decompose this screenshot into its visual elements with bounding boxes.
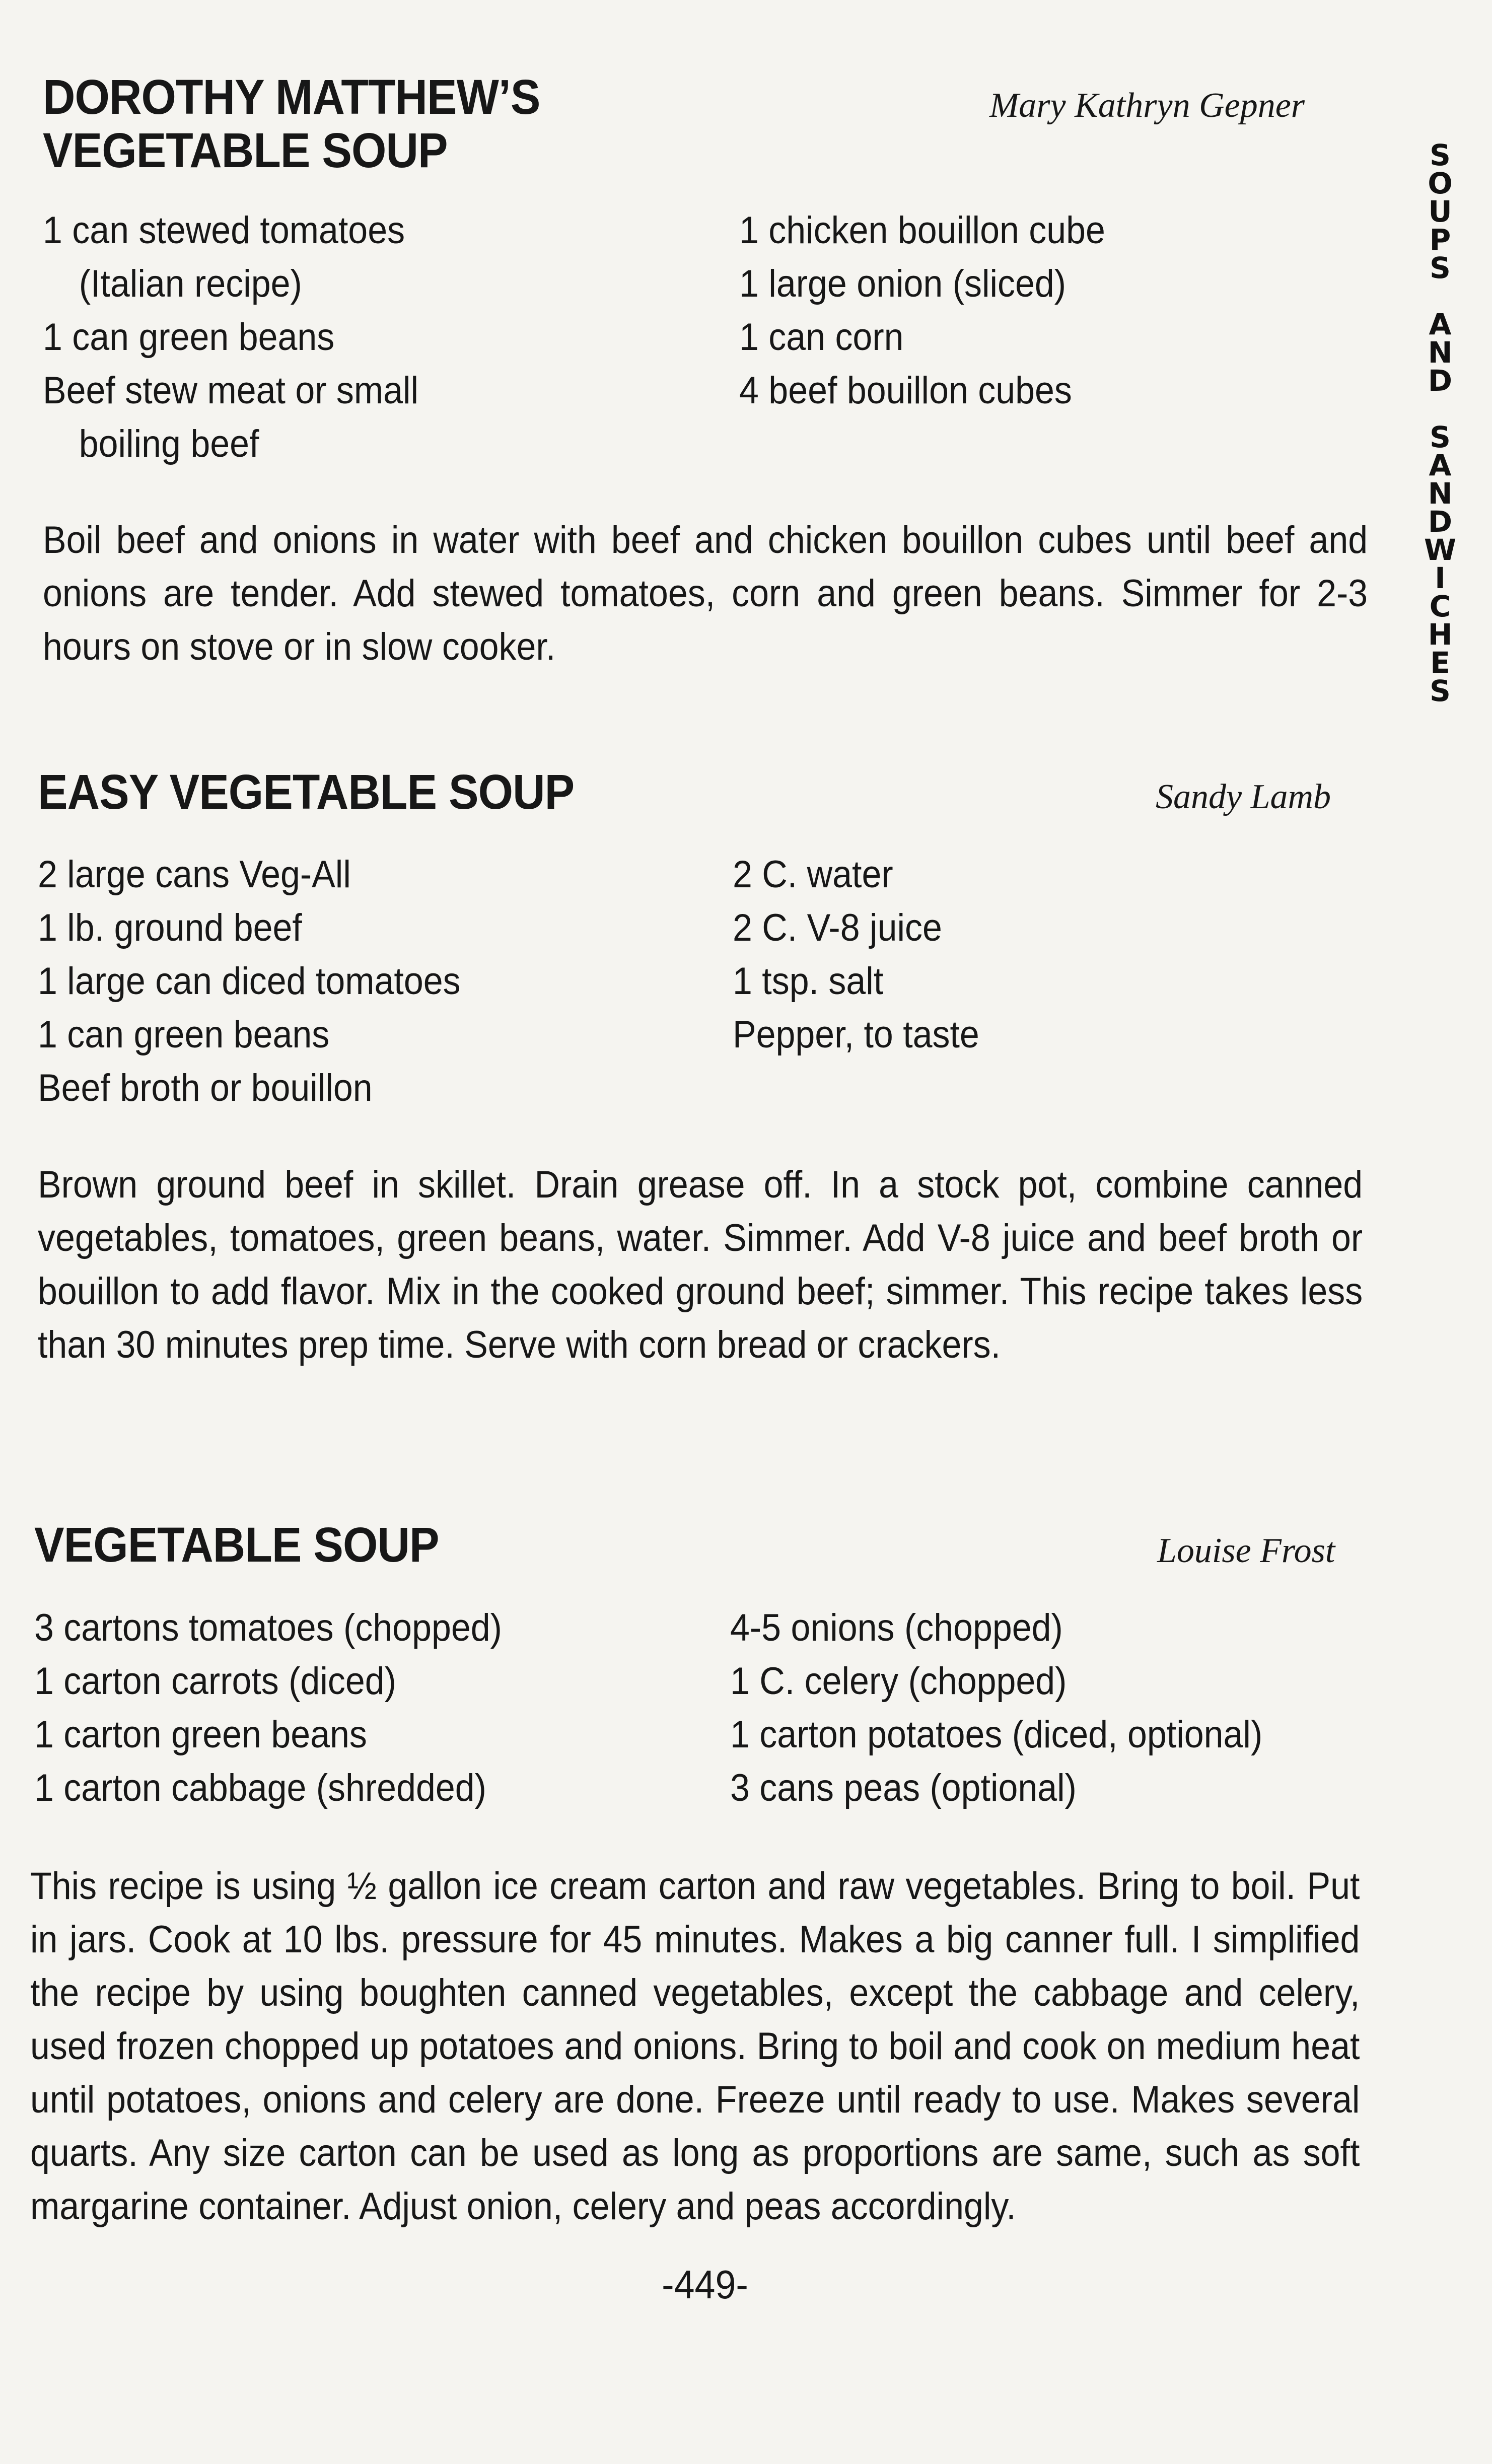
ingredient-item: 1 C. celery (chopped) (730, 1660, 1067, 1703)
side-tab-letter: D (1428, 505, 1453, 539)
ingredient-item: 1 carton green beans (34, 1713, 367, 1756)
side-tab-letter: I (1435, 561, 1446, 595)
side-tab-letter: N (1428, 476, 1453, 511)
recipe-title: EASY VEGETABLE SOUP (38, 764, 575, 819)
ingredients-right (733, 848, 979, 1062)
recipe-title-line-1: DOROTHY MATTHEW’S (43, 69, 540, 124)
ingredient-item: Pepper, to taste (733, 1013, 979, 1056)
side-tab-letter: O (1428, 166, 1453, 200)
ingredient-item: 1 lb. ground beef (38, 906, 302, 949)
ingredient-item: 1 carton cabbage (shredded) (34, 1767, 486, 1809)
side-tab-letter: E (1430, 646, 1450, 680)
side-tab-letter: S (1430, 138, 1451, 172)
ingredients-left (38, 848, 461, 1115)
side-tab-letter: P (1429, 223, 1451, 257)
side-tab-letter: C (1429, 589, 1451, 623)
ingredient-item: 2 large cans Veg-All (38, 853, 351, 896)
side-tab-letter: S (1430, 251, 1451, 285)
recipe-title-line-2: VEGETABLE SOUP (43, 123, 448, 178)
side-tab-letter: W (1424, 533, 1456, 567)
ingredients-right (739, 204, 1105, 417)
ingredient-item: 1 can stewed tomatoes (43, 209, 405, 252)
side-tab-space (1410, 395, 1470, 423)
recipe-author: Sandy Lamb (1156, 778, 1331, 816)
side-tab-letter: A (1429, 307, 1452, 341)
ingredients-right (730, 1601, 1262, 1815)
ingredient-item: 1 can corn (739, 316, 904, 359)
recipe-instructions: Boil beef and onions in water with beef and chicken bouillon cubes until beef and onions are tender. Add stewed tomatoes, corn and green beans. Simmer for 2-3 hours on stove or in slow cooker. (43, 519, 1368, 668)
ingredient-item: Beef stew meat or small (43, 369, 419, 412)
ingredient-item: 2 C. V-8 juice (733, 906, 942, 949)
ingredient-item: Beef broth or bouillon (38, 1067, 373, 1109)
recipe-instructions: Brown ground beef in skillet. Drain grease off. In a stock pot, combine canned vegetables, tomatoes, green beans, water. Simmer. Add V-8 juice and beef broth or bouillon to add flavor. Mix in the cooked ground beef; simmer. This recipe takes less than 30 minutes prep time. Serve with corn bread or crackers. (38, 1163, 1363, 1366)
side-tab-letter: A (1429, 448, 1452, 482)
recipe-title (43, 71, 540, 177)
ingredient-item: 1 chicken bouillon cube (739, 209, 1105, 252)
ingredient-item: 1 can green beans (38, 1013, 330, 1056)
ingredient-item: 3 cartons tomatoes (chopped) (34, 1606, 502, 1649)
ingredient-item: 3 cans peas (optional) (730, 1767, 1077, 1809)
recipe-instructions: This recipe is using ½ gallon ice cream carton and raw vegetables. Bring to boil. Put in jars. Cook at 10 lbs. pressure for 45 minutes. Makes a big canner full. I simplified the recipe by using boughten canned vegetables, except the cabbage and celery, used frozen chopped up potatoes and onions. Bring to boil and cook on medium heat until potatoes, onions and celery are done. Freeze until ready to use. Makes several quarts. Any size carton can be used as long as proportions are same, such as soft margarine container. Adjust onion, celery and peas accordingly. (30, 1865, 1360, 2228)
ingredients-left (43, 204, 418, 471)
recipe-author: Louise Frost (1157, 1531, 1335, 1570)
side-tab-letter: D (1428, 364, 1453, 398)
ingredient-item: 1 large can diced tomatoes (38, 960, 461, 1003)
side-tab-space (1410, 282, 1470, 310)
ingredient-item: 4 beef bouillon cubes (739, 369, 1072, 412)
recipe-title: VEGETABLE SOUP (34, 1517, 439, 1572)
side-tab-letter: U (1428, 194, 1452, 229)
side-tab-letter: N (1428, 335, 1453, 370)
page-number: -449- (662, 2262, 748, 2307)
side-tab-letter: S (1430, 420, 1451, 454)
ingredient-item: 4-5 onions (chopped) (730, 1606, 1063, 1649)
section-side-tab (1410, 138, 1470, 708)
ingredient-item: boiling beef (79, 423, 259, 465)
side-tab-letter: S (1430, 674, 1451, 708)
ingredient-item: 1 large onion (sliced) (739, 262, 1067, 305)
ingredient-item: 1 carton potatoes (diced, optional) (730, 1713, 1263, 1756)
ingredients-left (34, 1601, 502, 1815)
recipe-author: Mary Kathryn Gepner (989, 86, 1305, 125)
ingredient-item: 1 carton carrots (diced) (34, 1660, 396, 1703)
ingredient-item: 1 tsp. salt (733, 960, 884, 1003)
side-tab-letter: H (1428, 617, 1453, 652)
ingredient-item: (Italian recipe) (79, 262, 302, 305)
ingredient-item: 2 C. water (733, 853, 893, 896)
ingredient-item: 1 can green beans (43, 316, 335, 359)
